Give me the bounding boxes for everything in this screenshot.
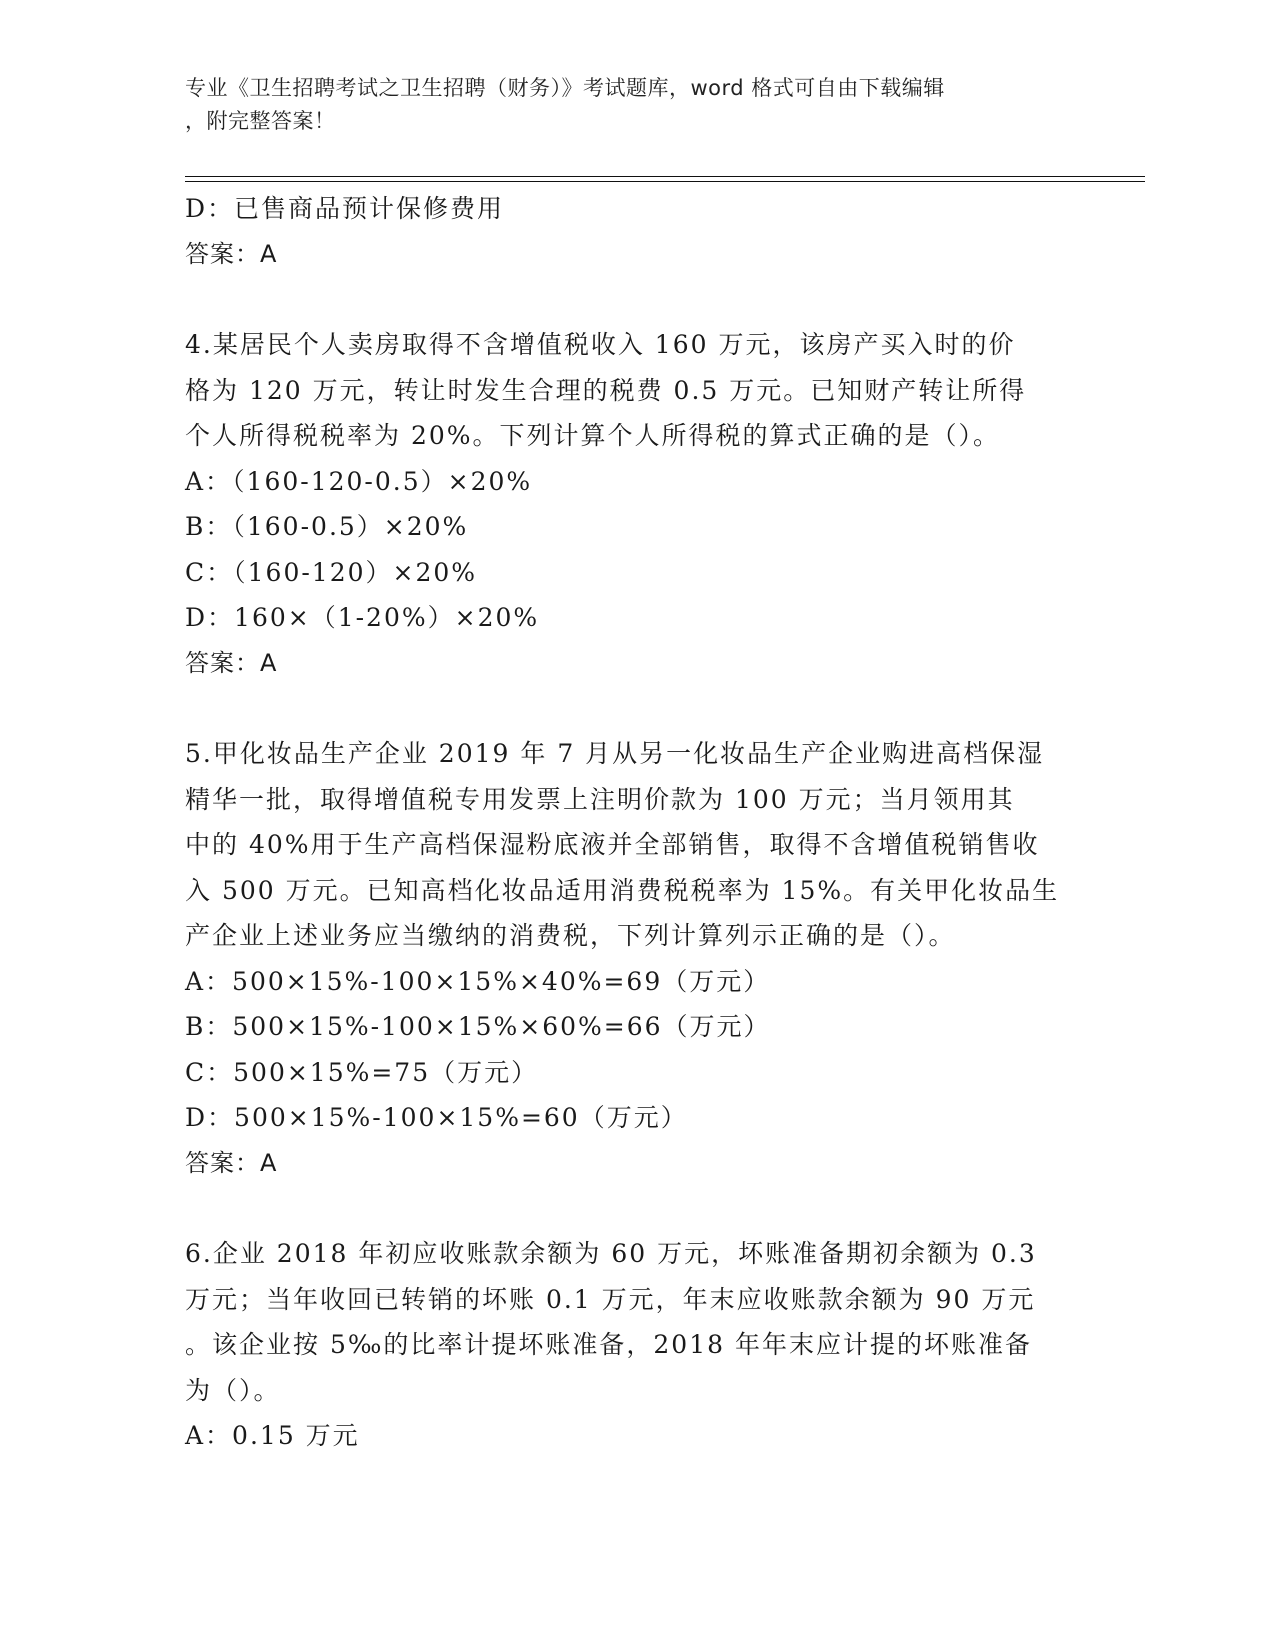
question-4 <box>185 322 1085 686</box>
question-stem-line: 6.企业 2018 年初应收账款余额为 60 万元，坏账准备期初余额为 0.3 <box>185 1239 1037 1268</box>
header-divider-top <box>185 176 1145 177</box>
spacer <box>185 1186 1085 1231</box>
answer: 答案：A <box>185 1148 278 1177</box>
question-stem-line: 格为 120 万元，转让时发生合理的税费 0.5 万元。已知财产转让所得 <box>185 375 1027 405</box>
option-a: A：500×15%-100×15%×40%=69（万元） <box>185 966 771 996</box>
question-stem-line: 个人所得税税率为 20%。下列计算个人所得税的算式正确的是（）。 <box>185 421 1001 450</box>
question-stem-line: 4.某居民个人卖房取得不含增值税收入 160 万元，该房产买入时的价 <box>185 330 1016 359</box>
question-stem-line: 入 500 万元。已知高档化妆品适用消费税税率为 15%。有关甲化妆品生 <box>185 875 1060 905</box>
question-stem-line: 为（）。 <box>185 1375 281 1405</box>
spacer <box>185 277 1085 322</box>
option-c: C：500×15%=75（万元） <box>185 1057 539 1087</box>
header-divider-bottom <box>185 181 1145 182</box>
answer: 答案：A <box>185 648 278 677</box>
question-stem-line: 5.甲化妆品生产企业 2019 年 7 月从另一化妆品生产企业购进高档保湿 <box>185 739 1045 768</box>
option-c: C：（160-120）×20% <box>185 557 478 587</box>
question-5 <box>185 731 1085 1186</box>
option-d: D：已售商品预计保修费用 <box>185 194 505 223</box>
question-stem-line: 精华一批，取得增值税专用发票上注明价款为 100 万元；当月领用其 <box>185 784 1015 814</box>
question-content <box>185 186 1085 1459</box>
option-d: D：500×15%-100×15%=60（万元） <box>185 1103 688 1132</box>
header-line-1: 专业《卫生招聘考试之卫生招聘（财务）》考试题库，word 格式可自由下载编辑 <box>185 76 945 100</box>
question-stem-line: 产企业上述业务应当缴纳的消费税，下列计算列示正确的是（）。 <box>185 921 956 950</box>
question-stem-line: 。该企业按 5‰的比率计提坏账准备，2018 年年末应计提的坏账准备 <box>185 1330 1032 1359</box>
previous-question-tail <box>185 186 1085 277</box>
header-line-2: ，附完整答案！ <box>185 109 336 133</box>
question-stem-line: 万元；当年收回已转销的坏账 0.1 万元，年末应收账款余额为 90 万元 <box>185 1284 1036 1314</box>
option-d: D：160×（1-20%）×20% <box>185 603 540 632</box>
option-b: B：（160-0.5）×20% <box>185 512 469 541</box>
spacer <box>185 686 1085 731</box>
question-6 <box>185 1231 1085 1459</box>
document-header <box>185 72 1065 138</box>
option-b: B：500×15%-100×15%×60%=66（万元） <box>185 1012 771 1041</box>
option-a: A：（160-120-0.5）×20% <box>185 466 533 496</box>
question-stem-line: 中的 40%用于生产高档保湿粉底液并全部销售，取得不含增值税销售收 <box>185 830 1040 859</box>
option-a: A：0.15 万元 <box>185 1421 360 1450</box>
answer: 答案：A <box>185 239 278 268</box>
